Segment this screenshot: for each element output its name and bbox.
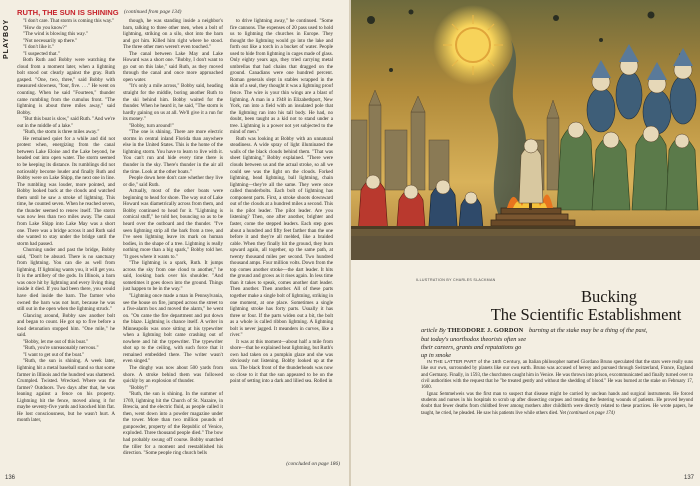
concluded-note: (concluded on page 186) xyxy=(286,461,340,467)
byline-author: THEODORE J. GORDON xyxy=(447,327,524,334)
article-paragraph-1 xyxy=(421,359,693,392)
paragraph: "But this boat is slow," said Ruth. "And we're out in the middle of a lake." xyxy=(17,116,115,129)
story-title: RUTH, THE SUN IS SHINING xyxy=(17,8,119,17)
paragraph: Actually, most of the other boats were beginning to head for shore. The way out of Lake Howard was diametrically across from them, and Bobby continued to head for it. "Lightning is comical stuff," he told her, bouncing so as to be heard over the outboard and the thunder. "I've seen lightning strip all the bark from a tree, and I've seen lightning leave its mark on human bodies, in the shape of a tree. Lightning is really nothing more than a big spark," Bobby told her. "It goes where it wants to." xyxy=(123,188,223,260)
paragraph: "The lightning is a spark, Ruth. It jumps across the sky from one cloud to another," he said, looking back over his shoulder. "And sometimes it goes down into the ground. Things just happen to be in the way." xyxy=(123,260,223,293)
article-continued-note: (continued on page 174) xyxy=(567,410,615,416)
paragraph: though, he was standing inside a neighbor's barn, talking to three other men, when a bolt of lightning, striking on a silo, shot into the barn and got him. Killed him right where he stood. The three other men weren't even touched." xyxy=(123,18,223,51)
article-title-line-1: Bucking xyxy=(581,287,637,306)
paragraph: "The one is shining. There are more electric storms in central inland Florida than anywhere else in the United States. This is the home of the lightning storm. You have to learn to live with it. You can't run and hide every time there is thunder in the sky. There's thunder in the air all the time. Look at the other boats." xyxy=(123,129,223,175)
paragraph: "Ruth, the sun is shining. A week later, lightning hit a metal baseball stand so that some farmer in Illinois and the hundred was shattered. Crumpled. Twisted. Wrecked. Where was the farmer? Outdoors. Two days after that, he was leaning against a fence on his property. Lightning hit the fence, moved along it for maybe seventy-five yards and knocked him flat. He lost consciousness, but he wasn't hurt. A month later, xyxy=(17,358,115,424)
illustration-burning-at-stake xyxy=(351,0,700,260)
article-body xyxy=(421,359,693,469)
paragraph: "Lightning once made a man in Pennsylvania, see the house on fire, jumped across the street to a five-alarm box and moved the alarm," he went on. "On came the fire department and put down the blaze. Lightning is chance itself. A writer in Minneapolis was once sitting at his typewriter when a lightning bolt came crashing out of nowhere and hit the typewriter. The typewriter shot up to the ceiling, with such force that it remained embedded there. The writer wasn't even singed." xyxy=(123,292,223,365)
paragraph: "Not necessarily up there." xyxy=(23,37,78,44)
right-page xyxy=(351,0,700,486)
illustration-credit: ILLUSTRATION BY CHARLES SLACKMAN xyxy=(416,278,496,282)
article-lead-in: IN THE LATTER PART of the 16th Century, xyxy=(427,359,522,364)
paragraph: "Bobby!" xyxy=(129,384,149,391)
paragraph: It was at this moment—about half a mile from shore—that he explained heat lightning, but Ruth's own had taken on a pumpkin glaze and she was obviously not listening. Bobby looked up at the sun. The black front of the thunderheads was now so close to it that the sun appeared to be on the point of setting into a dark and lilied sea. Rolled in xyxy=(230,338,333,385)
left-page xyxy=(0,0,349,486)
paragraph: "Bobby, let me out of this boat." xyxy=(23,338,89,345)
paragraph: "It's only a mile across," Bobby said, heading straight for the middle, boring another Ruth to the ski behind him. Bobby waited for the thunder. When he heard it, he said, "The storm is hardly gaining on us at all. We'll give it a run for its money." xyxy=(123,83,223,123)
paragraph: "I don't care. That storm is coming this way." xyxy=(23,18,115,24)
paragraph: "I suspected that." xyxy=(23,50,60,57)
article-deck-b: but today's unorthodox theorists often see their careers, grants and reputations go up in smoke xyxy=(421,336,527,359)
magazine-side-label: PLAYBOY xyxy=(3,18,10,60)
paragraph: He remained quiet for a while and did not protest when, energizing from the canal between Lake Eloise and the Lake beyond, he headed out into open water. The storm seemed to be keeping its distance. Its rumblings did not noticeably become louder and finally Ruth and Bobby were on Lake Shipp, the next one in line. The rumbling was louder, more pointed, and Bobby looked back at the clouds and watched them until he saw a stroke of lightning. This time, he counted seven. When he reached seven, the thunder seemed to renew itself. The storm was now less than two miles away. The canal from Lake Shipp into Lake May was a short one. There was a bridge across it and Ruth said she wanted to stay under the bridge until the storm had passed. xyxy=(17,135,115,247)
text-column-2 xyxy=(123,18,223,458)
page-number-left: 136 xyxy=(5,475,16,481)
paragraph: to drive lightning away," he continued. "Some fire cannons. The expenses of 20 pass used to hold us to lightning the churches in Europe. They thought the lightning would go into the lake and forth out like a torch in a bucket of water. People used to hide from lightning in cages made of glass. Only eighty years ago, they tried carrying metal umbrellas that had chains that dragged on the ground. Canadians were one hundred percent. Roman generals slept in stables wrapped in the skin of a seal, they thought it was a lightning proof fence. The wire is your thin wings are a blast of lightning. A man in a 1948 in Elizabethport, New York, ran into a field with an insulated pole that the lightning ran into his tall body. He had, no doubt, been taught as a kid not to stand under a tree. Lightning is a power not yet subjected to the mind of men." xyxy=(230,18,333,136)
paragraph: Churning under and past the bridge, Bobby said, "Don't be absurd. There is no sanctuary from lightning. You can die as well from lightning. If lightning wants you, it will get you. It is the artillery of the gods. In Illinois, a barn was once hit by lightning and every living thing inside it died. If you had been there, you would have died inside the barn. The farmer who owned the barn was not hurt, because he was still out in the open when the lightning struck." xyxy=(17,247,115,313)
paragraph: "I don't like it." xyxy=(23,44,55,51)
paragraph: The dinghy was now about 500 yards from shore. A stroke behind them was followed quickly by an explosion of thunder. xyxy=(123,364,223,385)
article-body-text-2: Ignaz Semmelweis was the first man to suspect that disease might be carried by unclean hands and surgical instruments. He forced students and nurses in his hospitals to scrub up after dissecting corpses and treating the festering wounds of patients. He proved beyond doubt that fewer deaths from childbed fever among mothers after childbirth were directly related to these practices. He wrote papers, he taught, he cried, he pleaded. He saw his patients live while others died. Yet xyxy=(421,391,693,416)
paragraph: "Ruth, you're unreasonably nervous." xyxy=(23,345,99,352)
paragraph: Both Ruth and Bobby were watching the cloud from a moment later, when a lightning bolt stood out clearly against the gray. Ruth gasped. "One, two, three," said Bobby with measured slowness, "four, five. . . ." He went on counting. When he said "Fourteen," thunder came rumbling from the cumulus front. "The lightning is about three miles away," said Bobby. xyxy=(17,57,115,116)
paragraph: "How do you know?" xyxy=(23,24,67,31)
paragraph: "I want to get out of the boat." xyxy=(23,351,85,358)
page-number-right: 137 xyxy=(683,475,694,481)
article-body-text-1: an Italian philosopher named Giordano Bruno speculated that the stars were really suns like our own, surrounded by planets like our own earth. Bruno was accused of heresy and pursued through Switzerland, France, England and Germany. Finally, in 1593, the churchmen caught him in Venice. He was thrown into prison, excommunicated and finally turned over to civil authorities with the request that he "be treated gently and without the shedding of blood." He was burned at the stake on February 17, 1600. xyxy=(421,360,693,391)
article-deck-a: burning at the stake may be a thing of the past, xyxy=(529,327,648,334)
byline-prefix: article By xyxy=(421,327,446,334)
article-title-line-2: The Scientific Establishment xyxy=(490,305,682,324)
article-paragraph-2 xyxy=(421,392,693,417)
text-column-1 xyxy=(17,18,115,458)
paragraph: People down here don't care whether they live or die," said Ruth. xyxy=(123,175,223,188)
paragraph: "Bobby, turn around!" xyxy=(129,122,174,129)
text-column-3 xyxy=(230,18,333,458)
continued-from-note: (continued from page 134) xyxy=(124,9,182,15)
paragraph: "The wind is blowing this way." xyxy=(23,31,88,38)
paragraph: Ruth was looking at Bobby with an unnatural steadiness. A wide spray of light illuminated the walls of the black clouds behind them. "That was sheet lightning," Bobby explained. "There were clouds between us and the actual stroke, so all we could see was the light on the clouds. Forked lightning, bead lightning, ball lightning, chain lightning—they're all the same. They were once called thunderbolts. Each bolt of lightning has component parts. First, a stroke shoots downward out of the clouds at a hundred miles a second. This is the pilot leader. The pilot leader. Are you listening? Then, one after another, brighter and faster, come the stepped leaders. Each step goes about a hundred and fifty feet farther than the one before it and they're all melded, like a braided cable. When they finally hit the ground, they burn upward again, all together, up the same path, at twenty thousand miles per second. Two hundred thousand amps. Four million volts. Down from the top comes another stroke—the dart leader. It hits the ground and grows as it rises again. In less time than it takes to speak, comes another dart leader. Then another. Then another. All of these parts together make a single bolt of lightning, striking in one moment, at one place. Sometimes a single lightning stroke has forty parts. Usually it has three or four. If the parts widen out a bit, the bolt as a whole is called ribbon lightning. A lightning bolt is never jagged. It meanders in curves, like a river." xyxy=(230,135,333,339)
paragraph: "Ruth, the sun is shining. In the summer of 1769, lightning hit the Church of St. Nazaire, in Brescia, and the electric fluid, as people called it then, went down into a powder magazine under the tower. More than two million pounds of gunpowder, property of the Republic of Venice, exploded. Three thousand people died." The bow had probably swung off course. Bobby snatched the tiller for a moment and reestablished his direction. "Some people ring church bells xyxy=(123,391,223,457)
paragraph: "Ruth, the storm is three miles away." xyxy=(23,129,100,136)
paragraph: Glancing around, Bobby saw another bolt and began to count. He got up to five before a loud detonation stopped him. "One mile," he said. xyxy=(17,312,115,339)
paragraph: The canal between Lake May and Lake Howard was a short one. "Bobby, I don't want to go out on this lake," said Ruth, as they moved through the canal and once more approached open water. xyxy=(123,50,223,83)
